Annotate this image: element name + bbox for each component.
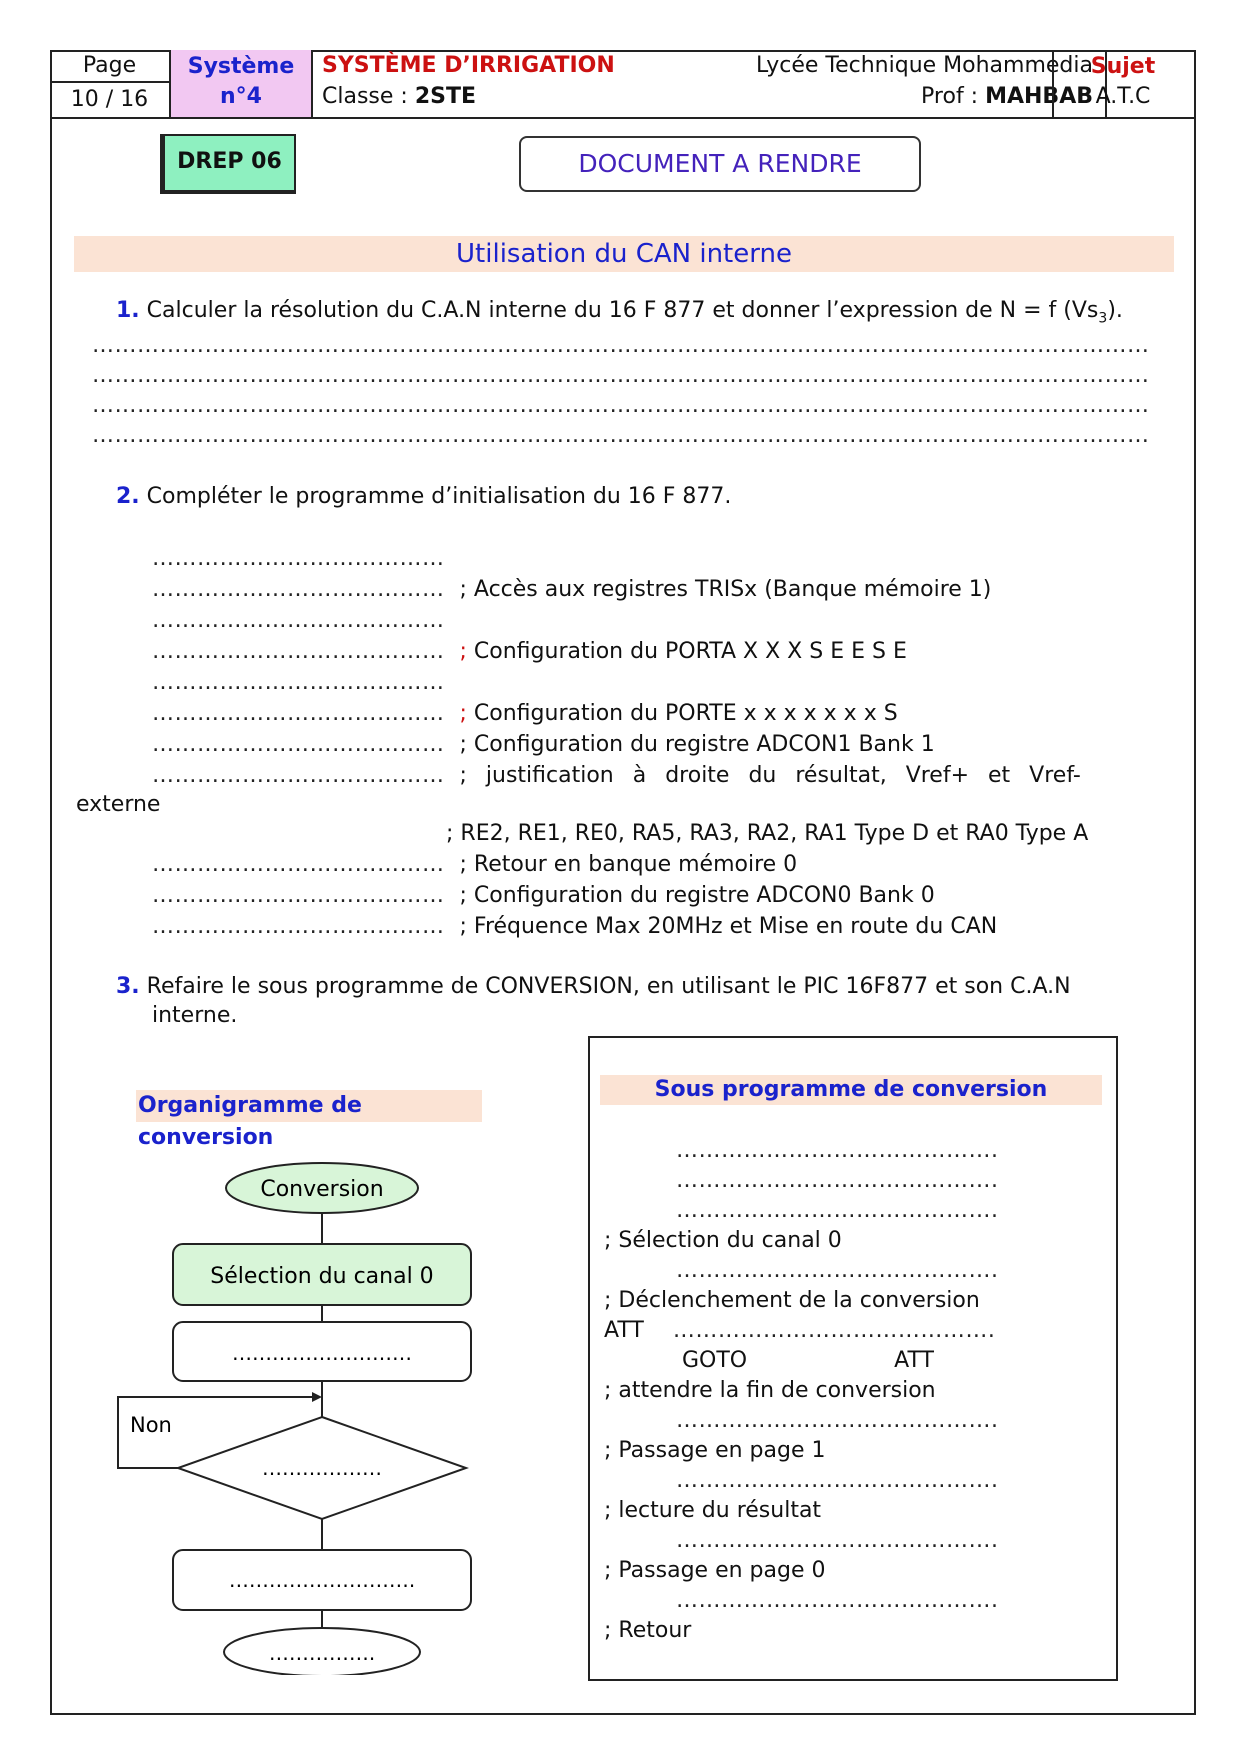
systeme-label: Système — [187, 54, 295, 79]
prog-dots-8[interactable]: ………………………………… — [152, 763, 445, 788]
question2-text: Compléter le programme d’initialisation du 16 F 877. — [146, 484, 732, 509]
sp-goto-line — [682, 1348, 934, 1373]
prog-line-10 — [152, 883, 935, 908]
comment-trisx: ; Accès aux registres TRISx (Banque mémoire 1) — [459, 577, 992, 602]
document-title: DOCUMENT A RENDRE — [519, 136, 921, 192]
flow-start-label: Conversion — [260, 1177, 384, 1202]
project-title: SYSTÈME D’IRRIGATION — [322, 53, 615, 78]
flow-step1-label: Sélection du canal 0 — [210, 1264, 434, 1289]
question2-number: 2. — [116, 484, 140, 509]
flow-decision-label[interactable]: ……………… — [262, 1456, 382, 1480]
sp-line-6[interactable]: ……………………………………. — [676, 1408, 999, 1433]
page-number: 10 / 16 — [70, 87, 149, 112]
page-cell — [50, 50, 171, 117]
answer-line-2[interactable]: …………………………………………………………………………………………………………………………… — [92, 363, 1150, 388]
question3 — [116, 974, 1071, 999]
sp-line-8[interactable]: ……………………………………. — [676, 1528, 999, 1553]
sp-comment-lecture: ; lecture du résultat — [604, 1498, 822, 1523]
sp-comment-page0: ; Passage en page 0 — [604, 1558, 826, 1583]
subject-label: Sujet — [1090, 54, 1156, 79]
sp-comment-page1: ; Passage en page 1 — [604, 1438, 826, 1463]
prog-line-5[interactable]: ………………………………… — [152, 670, 445, 695]
prog-dots-2[interactable]: ………………………………… — [152, 577, 445, 602]
prog-line-7 — [152, 732, 935, 757]
prog-dots-11[interactable]: ………………………………… — [152, 914, 445, 939]
sp-line-3[interactable]: ……………………………………. — [676, 1198, 999, 1223]
comment-retour-bank0: ; Retour en banque mémoire 0 — [459, 852, 798, 877]
prog-line-11 — [152, 914, 997, 939]
question1-text: Calculer la résolution du C.A.N interne du 16 F 877 et donner l’expression de N = f (Vs — [146, 298, 1099, 323]
question3-line1: Refaire le sous programme de CONVERSION, en utilisant le PIC 16F877 et son C.A.N — [146, 974, 1071, 999]
class-line — [322, 84, 476, 109]
page-label: Page — [50, 50, 169, 83]
question1-subscript: 3 — [1098, 310, 1108, 327]
prog-line-3[interactable]: ………………………………… — [152, 608, 445, 633]
question3-line2: interne. — [152, 1003, 238, 1028]
prog-dots-7[interactable]: ………………………………… — [152, 732, 445, 757]
flow-end-label[interactable]: ……………. — [268, 1641, 376, 1665]
sp-line-7[interactable]: ……………………………………. — [676, 1468, 999, 1493]
prog-dots-6[interactable]: ………………………………… — [152, 701, 445, 726]
sp-line-5[interactable]: ……………………………………. — [672, 1318, 996, 1343]
comment-porta: Configuration du PORTA X X X S E E S E — [473, 639, 907, 664]
prog-line-9 — [152, 852, 797, 877]
flow-step3-label[interactable]: ………………………. — [228, 1568, 416, 1592]
answer-line-4[interactable]: …………………………………………………………………………………………………………………………… — [92, 423, 1150, 448]
prog-line-2 — [152, 577, 991, 602]
sp-comment-attendre: ; attendre la fin de conversion — [604, 1378, 936, 1403]
question1-text-end: ). — [1107, 298, 1123, 323]
sp-line-4[interactable]: ……………………………………. — [676, 1258, 999, 1283]
comment-adcon1: ; Configuration du registre ADCON1 Bank 1 — [459, 732, 935, 757]
question2 — [116, 484, 731, 509]
comment-semicolon-porta: ; — [459, 639, 467, 664]
flow-loop-arrow — [312, 1392, 322, 1402]
header-table — [50, 50, 1196, 119]
sp-comment-retour: ; Retour — [604, 1618, 692, 1643]
sp-comment-declenchement: ; Déclenchement de la conversion — [604, 1288, 980, 1313]
sp-comment-selection: ; Sélection du canal 0 — [604, 1228, 842, 1253]
prog-line-6 — [152, 701, 898, 726]
flow-no-label: Non — [130, 1413, 172, 1437]
comment-frequence: ; Fréquence Max 20MHz et Mise en route du CAN — [459, 914, 998, 939]
prog-line-8 — [152, 763, 1167, 788]
sp-goto-target: ATT — [894, 1348, 934, 1373]
comment-externe: externe — [76, 792, 161, 817]
systeme-number: n°4 — [220, 84, 262, 109]
sp-line-2[interactable]: ……………………………………. — [676, 1168, 999, 1193]
comment-semicolon-porte: ; — [459, 701, 467, 726]
sp-att-label: ATT — [604, 1318, 644, 1343]
prog-line-1[interactable]: ………………………………… — [152, 546, 445, 571]
comment-justification: ; justification à droite du résultat, Vref+ et Vref- — [459, 763, 1081, 788]
comment-porte: Configuration du PORTE x x x x x x x S — [473, 701, 898, 726]
class-label: Classe : — [322, 84, 415, 109]
comment-adcon0: ; Configuration du registre ADCON0 Bank 0 — [459, 883, 935, 908]
prof-value: MAHBAB — [985, 84, 1093, 109]
flow-step2-label[interactable]: ……………………… — [232, 1341, 412, 1365]
prof-label: Prof : — [921, 84, 986, 109]
subject-cell — [1052, 50, 1192, 117]
flowchart — [100, 1140, 500, 1675]
sp-goto-label: GOTO — [682, 1348, 748, 1373]
question1-number: 1. — [116, 298, 140, 323]
sp-att-line — [604, 1318, 995, 1343]
section-title: Utilisation du CAN interne — [74, 236, 1174, 272]
answer-line-3[interactable]: …………………………………………………………………………………………………………………………… — [92, 393, 1150, 418]
drep-label: DREP 06 — [160, 134, 296, 194]
question1 — [116, 298, 1123, 326]
sp-line-9[interactable]: ……………………………………. — [676, 1588, 999, 1613]
systeme-cell — [171, 50, 313, 117]
prog-line-4 — [152, 639, 907, 664]
question3-number: 3. — [116, 974, 140, 999]
comment-types: ; RE2, RE1, RE0, RA5, RA3, RA2, RA1 Type D et RA0 Type A — [446, 821, 1089, 846]
title-cell — [313, 50, 1107, 117]
prog-dots-9[interactable]: ………………………………… — [152, 852, 445, 877]
sp-line-1[interactable]: ……………………………………. — [676, 1138, 999, 1163]
sous-programme-title: Sous programme de conversion — [600, 1075, 1102, 1105]
subject-value: A.T.C — [1095, 84, 1151, 109]
answer-line-1[interactable]: …………………………………………………………………………………………………………………………… — [92, 333, 1150, 358]
prog-dots-4[interactable]: ………………………………… — [152, 639, 445, 664]
prog-dots-10[interactable]: ………………………………… — [152, 883, 445, 908]
class-value: 2STE — [414, 84, 476, 109]
school-name: Lycée Technique Mohammedia — [755, 53, 1093, 78]
organigramme-title: Organigramme de conversion — [136, 1090, 482, 1122]
